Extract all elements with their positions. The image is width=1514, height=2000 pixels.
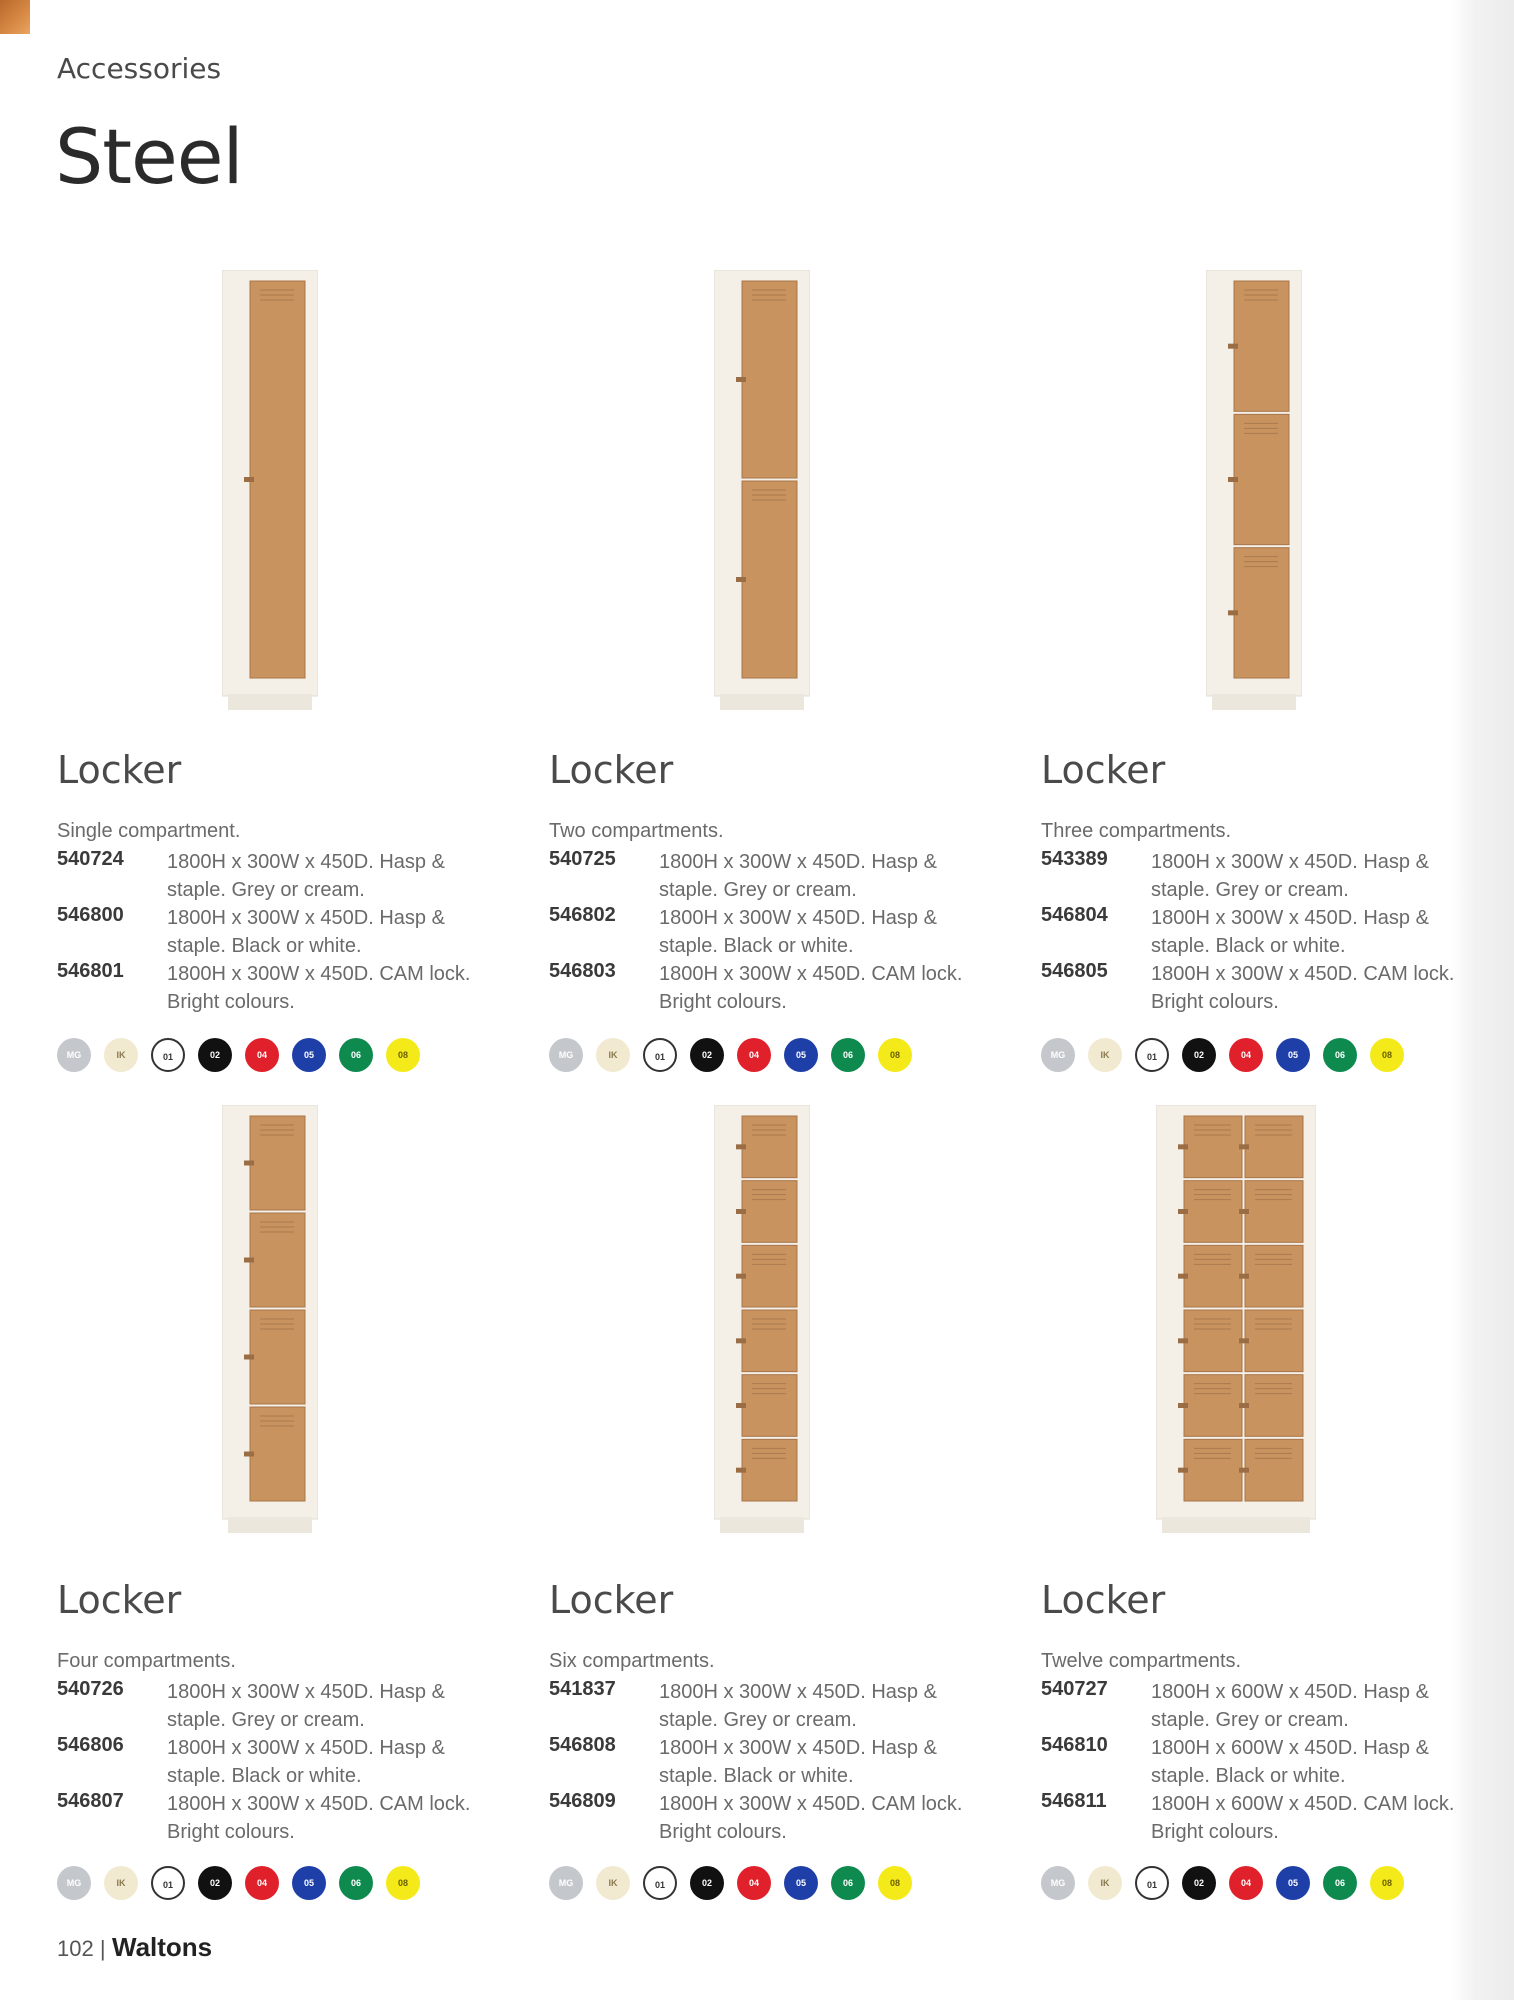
product-code: 546807 — [57, 1790, 124, 1812]
variant-list — [549, 1678, 1019, 1846]
variant-row — [1041, 904, 1511, 960]
colour-swatch-05: 05 — [1276, 1038, 1310, 1072]
variant-list — [57, 1678, 527, 1846]
colour-swatch-08: 08 — [386, 1866, 420, 1900]
variant-row — [1041, 960, 1511, 1016]
product-code: 540724 — [57, 848, 124, 870]
product-description: 1800H x 300W x 450D. CAM lock. Bright colours. — [167, 1793, 471, 1843]
product-code: 546809 — [549, 1790, 616, 1812]
colour-swatch-06: 06 — [339, 1038, 373, 1072]
colour-swatch-04: 04 — [737, 1866, 771, 1900]
product-description: 1800H x 300W x 450D. Hasp & staple. Grey or cream. — [167, 1681, 445, 1731]
product-code: 540725 — [549, 848, 616, 870]
product-description: 1800H x 600W x 450D. Hasp & staple. Grey or cream. — [1151, 1681, 1429, 1731]
colour-swatch-mg: MG — [549, 1866, 583, 1900]
product-description: 1800H x 300W x 450D. CAM lock. Bright colours. — [659, 1793, 963, 1843]
colour-swatch-06: 06 — [831, 1866, 865, 1900]
colour-swatch-mg: MG — [57, 1866, 91, 1900]
colour-swatch-01: 01 — [643, 1038, 677, 1072]
colour-swatch-08: 08 — [878, 1038, 912, 1072]
colour-swatch-01: 01 — [643, 1866, 677, 1900]
product-description: 1800H x 300W x 450D. Hasp & staple. Black or white. — [659, 1737, 937, 1787]
product-description: 1800H x 300W x 450D. Hasp & staple. Black or white. — [167, 1737, 445, 1787]
product-code: 540727 — [1041, 1678, 1108, 1700]
colour-swatch-ik: IK — [1088, 1866, 1122, 1900]
colour-swatch-01: 01 — [1135, 1866, 1169, 1900]
product-title: Locker — [57, 748, 182, 792]
variant-row — [549, 904, 1019, 960]
product-description: 1800H x 300W x 450D. Hasp & staple. Grey or cream. — [167, 851, 445, 901]
colour-swatch-mg: MG — [549, 1038, 583, 1072]
product-code: 546801 — [57, 960, 124, 982]
colour-swatch-04: 04 — [1229, 1038, 1263, 1072]
product-title: Locker — [57, 1578, 182, 1622]
product-subtitle: Six compartments. — [549, 1650, 715, 1672]
product-code: 546802 — [549, 904, 616, 926]
variant-row — [549, 1790, 1019, 1846]
product-code: 543389 — [1041, 848, 1108, 870]
product-description: 1800H x 600W x 450D. CAM lock. Bright colours. — [1151, 1793, 1455, 1843]
product-code: 540726 — [57, 1678, 124, 1700]
product-description: 1800H x 300W x 450D. Hasp & staple. Black or white. — [167, 907, 445, 957]
locker-illustration — [1156, 1105, 1316, 1533]
variant-row — [1041, 1678, 1511, 1734]
locker-image — [714, 270, 810, 715]
product-title: Locker — [1041, 748, 1166, 792]
colour-swatch-04: 04 — [245, 1038, 279, 1072]
variant-row — [57, 960, 527, 1016]
variant-row — [549, 848, 1019, 904]
product-description: 1800H x 300W x 450D. Hasp & staple. Black or white. — [659, 907, 937, 957]
product-description: 1800H x 300W x 450D. Hasp & staple. Grey or cream. — [1151, 851, 1429, 901]
locker-image — [1206, 270, 1302, 715]
product-subtitle: Single compartment. — [57, 820, 241, 842]
variant-list — [1041, 1678, 1511, 1846]
locker-image — [222, 1105, 318, 1538]
locker-image — [222, 270, 318, 715]
product-code: 541837 — [549, 1678, 616, 1700]
product-description: 1800H x 300W x 450D. Hasp & staple. Black or white. — [1151, 907, 1429, 957]
colour-swatch-04: 04 — [245, 1866, 279, 1900]
variant-list — [1041, 848, 1511, 1016]
colour-swatch-04: 04 — [737, 1038, 771, 1072]
colour-swatch-05: 05 — [784, 1866, 818, 1900]
product-subtitle: Three compartments. — [1041, 820, 1232, 842]
colour-swatch-02: 02 — [690, 1866, 724, 1900]
colour-swatch-05: 05 — [292, 1038, 326, 1072]
colour-swatch-01: 01 — [151, 1038, 185, 1072]
variant-row — [1041, 1734, 1511, 1790]
variant-list — [549, 848, 1019, 1016]
product-code: 546811 — [1041, 1790, 1107, 1812]
colour-swatch-01: 01 — [151, 1866, 185, 1900]
product-subtitle: Four compartments. — [57, 1650, 236, 1672]
colour-swatch-mg: MG — [57, 1038, 91, 1072]
locker-illustration — [714, 270, 810, 710]
page-title: Steel — [55, 112, 243, 201]
variant-row — [1041, 848, 1511, 904]
corner-tab — [0, 0, 30, 34]
colour-swatch-ik: IK — [104, 1038, 138, 1072]
locker-illustration — [1206, 270, 1302, 710]
product-description: 1800H x 300W x 450D. Hasp & staple. Grey or cream. — [659, 1681, 937, 1731]
product-title: Locker — [1041, 1578, 1166, 1622]
colour-swatch-08: 08 — [1370, 1038, 1404, 1072]
colour-swatch-02: 02 — [1182, 1866, 1216, 1900]
page-number: 102 | — [57, 1936, 106, 1961]
colour-swatch-ik: IK — [1088, 1038, 1122, 1072]
variant-list — [57, 848, 527, 1016]
locker-illustration — [222, 270, 318, 710]
product-description: 1800H x 300W x 450D. Hasp & staple. Grey or cream. — [659, 851, 937, 901]
variant-row — [57, 848, 527, 904]
variant-row — [549, 1734, 1019, 1790]
colour-swatch-ik: IK — [596, 1866, 630, 1900]
colour-swatch-05: 05 — [292, 1866, 326, 1900]
product-title: Locker — [549, 748, 674, 792]
product-code: 546810 — [1041, 1734, 1108, 1756]
colour-swatch-05: 05 — [1276, 1866, 1310, 1900]
colour-swatch-ik: IK — [104, 1866, 138, 1900]
variant-row — [549, 960, 1019, 1016]
colour-swatch-05: 05 — [784, 1038, 818, 1072]
product-code: 546806 — [57, 1734, 124, 1756]
colour-swatch-06: 06 — [1323, 1038, 1357, 1072]
colour-swatch-06: 06 — [339, 1866, 373, 1900]
product-description: 1800H x 300W x 450D. CAM lock. Bright colours. — [1151, 963, 1455, 1013]
product-code: 546808 — [549, 1734, 616, 1756]
colour-swatch-01: 01 — [1135, 1038, 1169, 1072]
colour-swatch-06: 06 — [831, 1038, 865, 1072]
variant-row — [57, 1790, 527, 1846]
variant-row — [57, 1734, 527, 1790]
locker-image — [714, 1105, 810, 1538]
section-label: Accessories — [57, 52, 222, 85]
colour-swatch-08: 08 — [386, 1038, 420, 1072]
locker-illustration — [714, 1105, 810, 1533]
locker-illustration — [222, 1105, 318, 1533]
variant-row — [57, 904, 527, 960]
colour-swatch-06: 06 — [1323, 1866, 1357, 1900]
product-description: 1800H x 600W x 450D. Hasp & staple. Black or white. — [1151, 1737, 1429, 1787]
variant-row — [57, 1678, 527, 1734]
colour-swatch-04: 04 — [1229, 1866, 1263, 1900]
product-code: 546803 — [549, 960, 616, 982]
colour-swatch-02: 02 — [1182, 1038, 1216, 1072]
product-description: 1800H x 300W x 450D. CAM lock. Bright colours. — [167, 963, 471, 1013]
variant-row — [549, 1678, 1019, 1734]
colour-swatch-mg: MG — [1041, 1038, 1075, 1072]
product-subtitle: Two compartments. — [549, 820, 724, 842]
locker-image — [1156, 1105, 1316, 1538]
product-description: 1800H x 300W x 450D. CAM lock. Bright colours. — [659, 963, 963, 1013]
colour-swatch-02: 02 — [198, 1866, 232, 1900]
product-code: 546804 — [1041, 904, 1108, 926]
colour-swatch-02: 02 — [690, 1038, 724, 1072]
product-subtitle: Twelve compartments. — [1041, 1650, 1242, 1672]
colour-swatch-ik: IK — [596, 1038, 630, 1072]
colour-swatch-08: 08 — [878, 1866, 912, 1900]
product-code: 546800 — [57, 904, 124, 926]
colour-swatch-08: 08 — [1370, 1866, 1404, 1900]
variant-row — [1041, 1790, 1511, 1846]
brand-logo: Waltons — [112, 1932, 213, 1962]
colour-swatch-02: 02 — [198, 1038, 232, 1072]
product-title: Locker — [549, 1578, 674, 1622]
product-code: 546805 — [1041, 960, 1108, 982]
colour-swatch-mg: MG — [1041, 1866, 1075, 1900]
